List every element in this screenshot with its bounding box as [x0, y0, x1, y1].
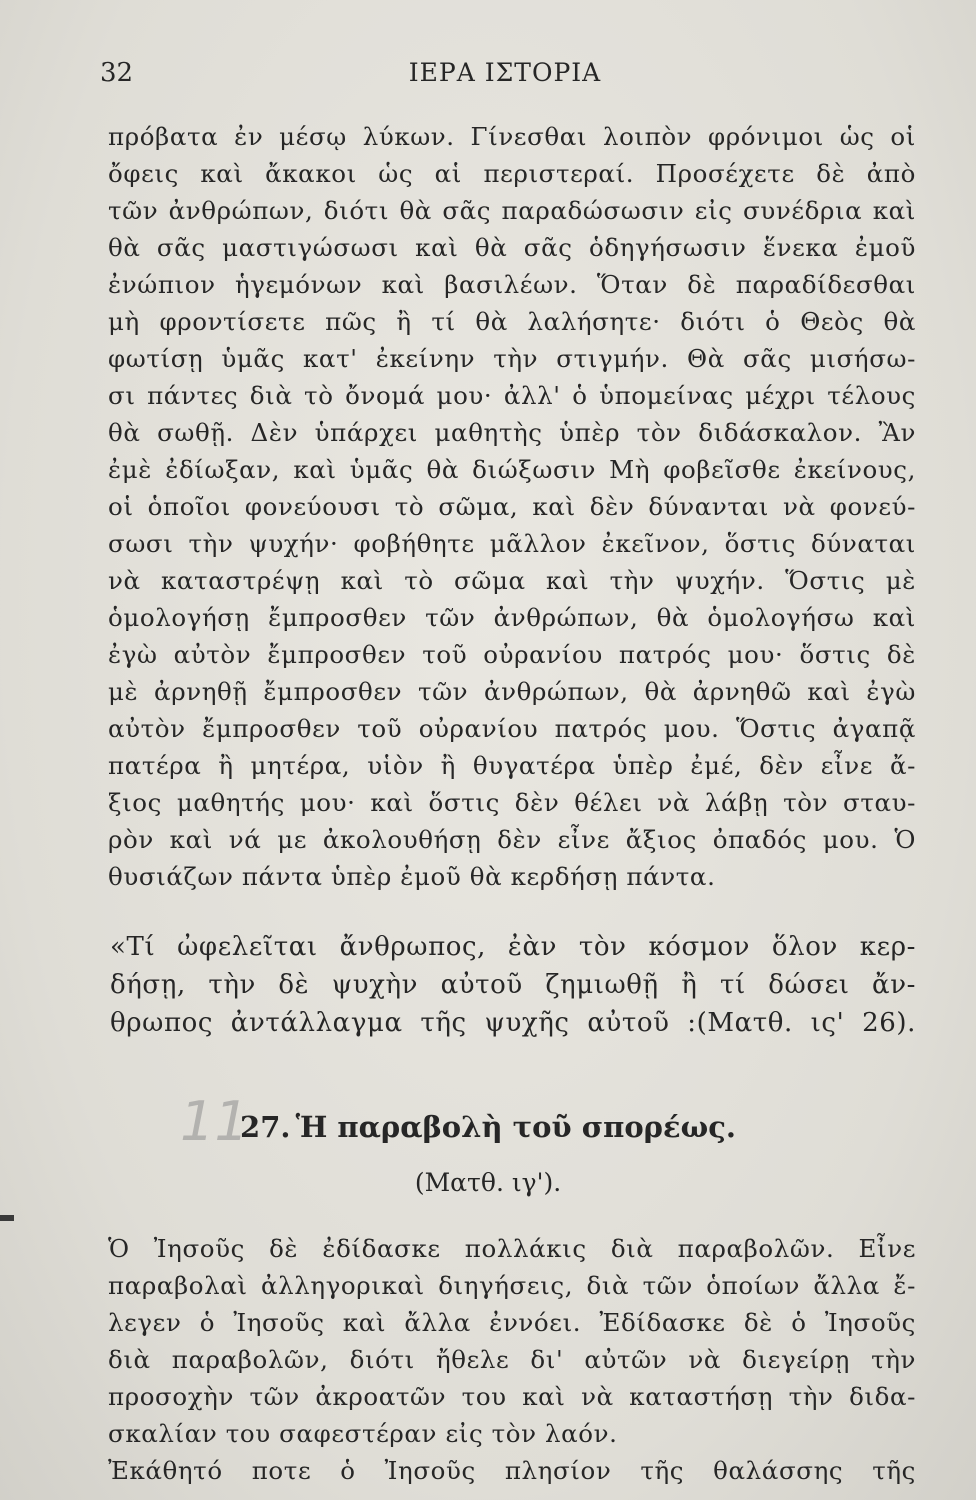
text-line: ὁμολογήσῃ ἔμπροσθεν τῶν ἀνθρώπων, θὰ ὁμολογήσω καὶ — [108, 603, 916, 632]
text-line: προσοχὴν τῶν ἀκροατῶν του καὶ νὰ καταστήσῃ τὴν διδα- — [108, 1382, 916, 1411]
text-line: θὰ σᾶς μαστιγώσωσι καὶ θὰ σᾶς ὁδηγήσωσιν ἕνεκα ἐμοῦ — [108, 233, 916, 262]
section-heading — [0, 1110, 976, 1144]
paragraph-1 — [108, 118, 916, 895]
text-line: Ὁ Ἰησοῦς δὲ ἐδίδασκε πολλάκις διὰ παραβολῶν. Εἶνε — [108, 1234, 916, 1263]
section-reference: (Ματθ. ιγ'). — [414, 1168, 562, 1197]
section-number: 27. — [240, 1110, 291, 1144]
text-line: μὲ ἀρνηθῇ ἔμπροσθεν τῶν ἀνθρώπων, θὰ ἀρνηθῶ καὶ ἐγὼ — [108, 677, 916, 706]
text-line: πρόβατα ἐν μέσῳ λύκων. Γίνεσθαι λοιπὸν φρόνιμοι ὡς οἱ — [108, 122, 916, 151]
section-title: Ἡ παραβολὴ τοῦ σπορέως. — [295, 1110, 736, 1144]
text-line: λεγεν ὁ Ἰησοῦς καὶ ἄλλα ἐννόει. Ἐδίδασκε δὲ ὁ Ἰησοῦς — [108, 1308, 916, 1337]
text-line: παραβολαὶ ἀλληγορικαὶ διηγήσεις, διὰ τῶν ὁποίων ἄλλα ἔ- — [108, 1271, 916, 1300]
page-header — [100, 58, 910, 98]
text-line: διὰ παραβολῶν, διότι ἤθελε δι' αὐτῶν νὰ διεγείρῃ τὴν — [108, 1345, 916, 1374]
text-line: οἱ ὁποῖοι φονεύουσι τὸ σῶμα, καὶ δὲν δύνανται νὰ φονεύ- — [108, 492, 916, 521]
text-line: ρὸν καὶ νά με ἀκολουθήσῃ δὲν εἶνε ἄξιος ὀπαδός μου. Ὁ — [108, 825, 916, 854]
quote-line: «Τί ὠφελεῖται ἄνθρωπος, ἐὰν τὸν κόσμον ὅλον κερ- — [110, 932, 916, 962]
text-line: μὴ φροντίσετε πῶς ἢ τί θὰ λαλήσητε· διότι ὁ Θεὸς θὰ — [108, 307, 916, 336]
text-line: θὰ σωθῇ. Δὲν ὑπάρχει μαθητὴς ὑπὲρ τὸν διδάσκαλον. Ἂν — [108, 418, 916, 447]
text-line: ἐγὼ αὐτὸν ἔμπροσθεν τοῦ οὐρανίου πατρός μου· ὅστις δὲ — [108, 640, 916, 669]
text-line: φωτίσῃ ὑμᾶς κατ' ἐκείνην τὴν στιγμήν. Θὰ σᾶς μισήσω- — [108, 344, 916, 373]
text-line: σωσι τὴν ψυχήν· φοβήθητε μᾶλλον ἐκεῖνον, ὅστις δύναται — [108, 529, 916, 558]
text-line: σκαλίαν του σαφεστέραν εἰς τὸν λαόν. — [108, 1419, 618, 1448]
running-title: ΙΕΡΑ ΙΣΤΟΡΙΑ — [408, 58, 602, 87]
text-line: τῶν ἀνθρώπων, διότι θὰ σᾶς παραδώσωσιν εἰς συνέδρια καὶ — [108, 196, 916, 225]
binding-mark — [0, 1215, 14, 1221]
text-line: πατέρα ἢ μητέρα, υἱὸν ἢ θυγατέρα ὑπὲρ ἐμέ, δὲν εἶνε ἄ- — [108, 751, 916, 780]
text-line: αὐτὸν ἔμπροσθεν τοῦ οὐρανίου πατρός μου. Ὅστις ἀγαπᾷ — [108, 714, 916, 743]
text-line: ἐνώπιον ἡγεμόνων καὶ βασιλέων. Ὅταν δὲ παραδίδεσθαι — [108, 270, 916, 299]
margin-note: 11 — [180, 1090, 249, 1153]
paragraph-2 — [108, 1230, 916, 1489]
text-line: ὄφεις καὶ ἄκακοι ὡς αἱ περιστεραί. Προσέχετε δὲ ἀπὸ — [108, 159, 916, 188]
text-line: ἐμὲ ἐδίωξαν, καὶ ὑμᾶς θὰ διώξωσιν Μὴ φοβεῖσθε ἐκείνους, — [108, 455, 916, 484]
text-line: νὰ καταστρέψῃ καὶ τὸ σῶμα καὶ τὴν ψυχήν. Ὅστις μὲ — [108, 566, 916, 595]
quote-line: θρωπος ἀντάλλαγμα τῆς ψυχῆς αὐτοῦ :(Ματθ. ις' 26). — [110, 1008, 916, 1038]
text-line: σι πάντες διὰ τὸ ὄνομά μου· ἀλλ' ὁ ὑπομείνας μέχρι τέλους — [108, 381, 916, 410]
text-line: θυσιάζων πάντα ὑπὲρ ἐμοῦ θὰ κερδήσῃ πάντα. — [108, 862, 716, 891]
quote-line: δήσῃ, τὴν δὲ ψυχὴν αὐτοῦ ζημιωθῇ ἢ τί δώσει ἄν- — [110, 970, 916, 1000]
scripture-quote — [110, 928, 916, 1042]
text-line: ξιος μαθητής μου· καὶ ὅστις δὲν θέλει νὰ λάβῃ τὸν σταυ- — [108, 788, 916, 817]
page-number: 32 — [100, 58, 134, 88]
text-line: Ἐκάθητό ποτε ὁ Ἰησοῦς πλησίον τῆς θαλάσσης τῆς — [108, 1456, 916, 1485]
